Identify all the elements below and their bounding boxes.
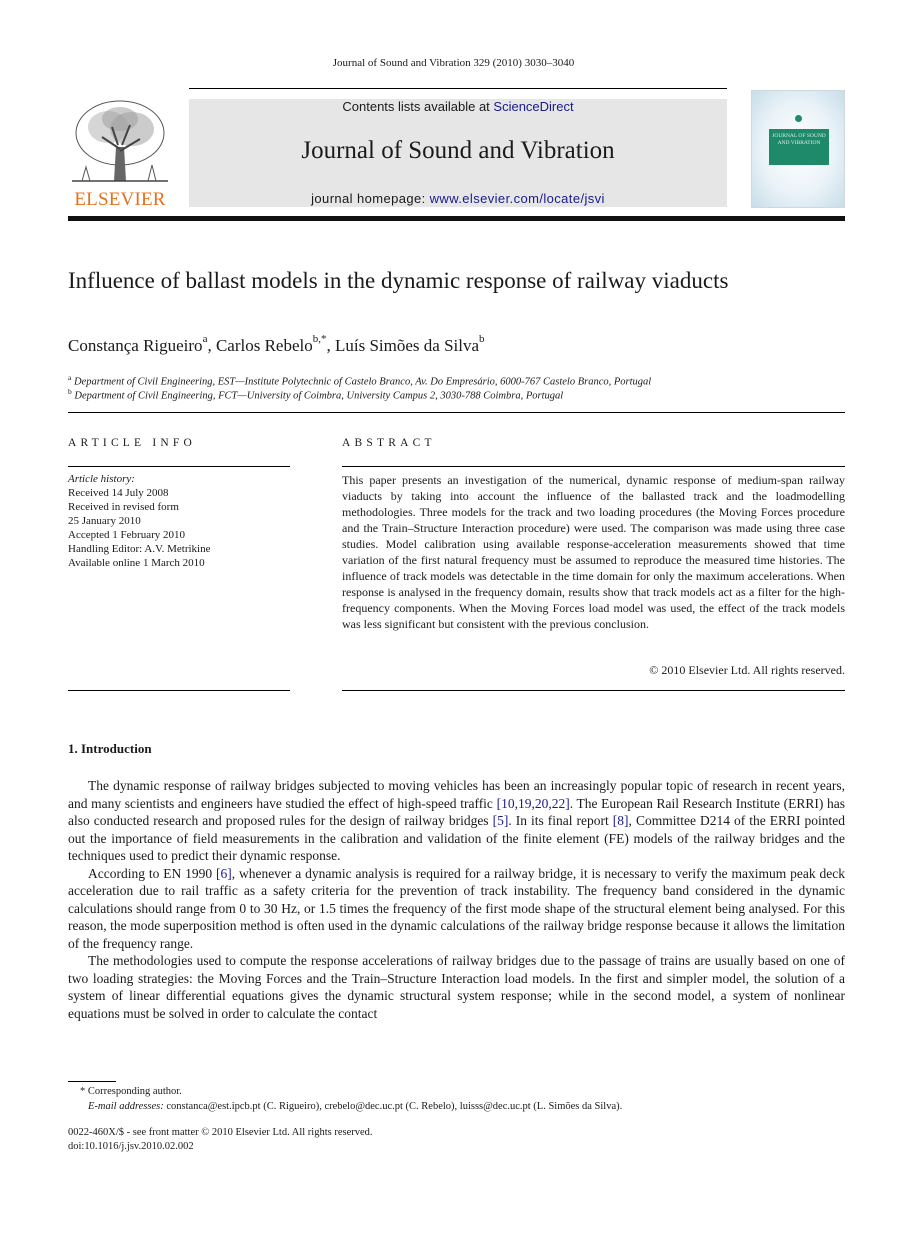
journal-homepage (189, 191, 727, 206)
article-title: Influence of ballast models in the dynamic response of railway viaducts (68, 268, 729, 293)
front-matter (68, 1126, 373, 1154)
email-label: E-mail addresses: (88, 1101, 164, 1112)
header-rule (189, 88, 727, 89)
history-label: Article history: (68, 473, 135, 485)
abstract-copyright: © 2010 Elsevier Ltd. All rights reserved. (649, 663, 845, 677)
author-name[interactable]: Constança Rigueiro (68, 336, 203, 355)
elsevier-logo[interactable] (68, 97, 172, 209)
paragraph-text: , Committee D214 of the ERRI pointed out the importance of field measurements in the calibration and validation of the finite element (FE) models of the railway bridges and the techniques used to predict their dynamic response. (68, 813, 846, 863)
email-list[interactable]: constanca@est.ipcb.pt (C. Rigueiro), crebelo@dec.uc.pt (C. Rebelo), luisss@dec.uc.pt (L. Simões da Silva). (163, 1101, 623, 1112)
citation-link[interactable]: [5] (492, 813, 509, 828)
author-name[interactable]: Luís Simões da Silva (335, 336, 480, 355)
paragraph-text: , whenever a dynamic analysis is required for a railway bridge, it is necessary to verify the maximum peak deck acceleration due to rail traffic as a safety criteria for the prevention of track instability. The frequency band considered in the dynamic calculations should range from 0 to 30 Hz, or 1.5 times the frequency of the first mode shape of the structural element being analysed. For this reason, the mode superposition method is often used in the dynamic calculations of the railway bridge response because it allows the limitation of the frequency range. (68, 865, 845, 951)
history-item: Accepted 1 February 2010 (68, 529, 185, 541)
section-heading-introduction: 1. Introduction (68, 741, 152, 756)
contents-line (189, 99, 727, 114)
footnote-rule (68, 1081, 116, 1082)
article-history (68, 472, 290, 570)
section-divider (68, 412, 845, 413)
affiliation-mark: b (68, 387, 72, 396)
cover-emblem-icon (795, 115, 802, 122)
author-separator: , (207, 336, 216, 355)
paragraph (68, 777, 845, 865)
article-info-bottom-rule (68, 690, 290, 691)
introduction-body (68, 777, 845, 1022)
affiliation-mark: a (68, 373, 72, 382)
paragraph (68, 865, 845, 953)
homepage-link[interactable]: www.elsevier.com/locate/jsvi (429, 191, 605, 206)
contents-prefix: Contents lists available at (342, 99, 494, 114)
abstract-bottom-rule (342, 690, 845, 691)
journal-name: Journal of Sound and Vibration (301, 137, 615, 164)
footnotes (80, 1084, 850, 1114)
history-item: Received in revised form (68, 501, 179, 513)
history-item: 25 January 2010 (68, 515, 141, 527)
paragraph-text: The dynamic response of railway bridges subjected to moving vehicles has been an increasingly popular topic of research in recent years, and many scientists and engineers have studied the effect of high-speed traffic (68, 778, 845, 811)
header-thick-rule (68, 216, 845, 221)
author-affiliation-mark: b (479, 333, 485, 345)
article-info-rule (68, 466, 290, 467)
corresponding-author-note: * Corresponding author. (80, 1086, 182, 1097)
doi-line[interactable]: doi:10.1016/j.jsv.2010.02.002 (68, 1141, 194, 1152)
author-affiliation-mark[interactable]: a (202, 333, 208, 345)
journal-cover-thumbnail[interactable] (751, 90, 845, 208)
homepage-prefix: journal homepage: (311, 191, 430, 206)
citation-link[interactable]: [10,19,20,22] (496, 795, 570, 811)
citation-link[interactable]: [6] (215, 865, 232, 881)
history-item: Available online 1 March 2010 (68, 557, 205, 569)
email-addresses (80, 1099, 850, 1114)
abstract-text: This paper presents an investigation of the numerical, dynamic response of medium-span railway viaducts by taking into account the influence of the ballasted track and the loadmodelling methodologies. Three models for the track and two loading procedures (the Moving Forces procedure and the Train–Structure Interaction procedure) were used. The comparison was made using three case studies. Model calibration using available response-acceleration measurements showed that time variation of the first natural frequency must be assumed to reproduce the measured time histories. The influence of track models was detectable in the time domain for only the maximum accelerations. When response is analysed in the frequency domain, results show that track models act as a filter for the high-frequency components. When the Moving Forces load model was used, the effect of the track models was less significant but consistent with the previous conclusion. (342, 473, 845, 631)
abstract-heading: ABSTRACT (342, 437, 436, 449)
citation-link[interactable]: [8] (612, 813, 629, 828)
cover-title-panel (769, 129, 829, 165)
journal-citation: Journal of Sound and Vibration 329 (2010) 3030–3040 (332, 57, 575, 69)
paragraph: The methodologies used to compute the response accelerations of railway bridges due to the passage of trains are usually based on one of two loading strategies: the Moving Forces and the Train–Structure Interaction load models. In the first and simpler model, the solution of a system of linear differential equations gives the dynamic structural system response; while in the second model, a system of nonlinear equations must be solved in order to calculate the contact (68, 953, 845, 1021)
author-affiliation-mark[interactable]: b,* (312, 333, 327, 345)
history-item: Handling Editor: A.V. Metrikine (68, 543, 211, 555)
abstract-rule (342, 466, 845, 467)
issn-line: 0022-460X/$ - see front matter © 2010 Elsevier Ltd. All rights reserved. (68, 1127, 373, 1138)
author-name[interactable]: Carlos Rebelo (215, 336, 313, 355)
elsevier-wordmark: ELSEVIER (74, 189, 166, 210)
author-list (68, 333, 485, 356)
affiliation-text: Department of Civil Engineering, FCT—University of Coimbra, University Campus 2, 3030-788 Coimbra, Portugal (74, 390, 564, 402)
cover-title-text: JOURNAL OF SOUND AND VIBRATION (772, 133, 826, 146)
paragraph-text: . In its final report (508, 813, 613, 828)
paragraph-text: . The European Rail Research Institute (ERRI) has also conducted research and proposed rules for the design of railway bridges (68, 795, 846, 828)
author-separator: , (326, 336, 335, 355)
affiliation (68, 385, 848, 403)
history-item: Received 14 July 2008 (68, 487, 169, 499)
paragraph-text: According to EN 1990 (88, 865, 216, 881)
sciencedirect-link[interactable]: ScienceDirect (493, 99, 574, 114)
affiliation-text: Department of Civil Engineering, EST—Institute Polytechnic of Castelo Branco, Av. Do Empresário, 6000-767 Castelo Branco, Portugal (73, 376, 652, 388)
article-info-heading: ARTICLE INFO (68, 437, 196, 449)
